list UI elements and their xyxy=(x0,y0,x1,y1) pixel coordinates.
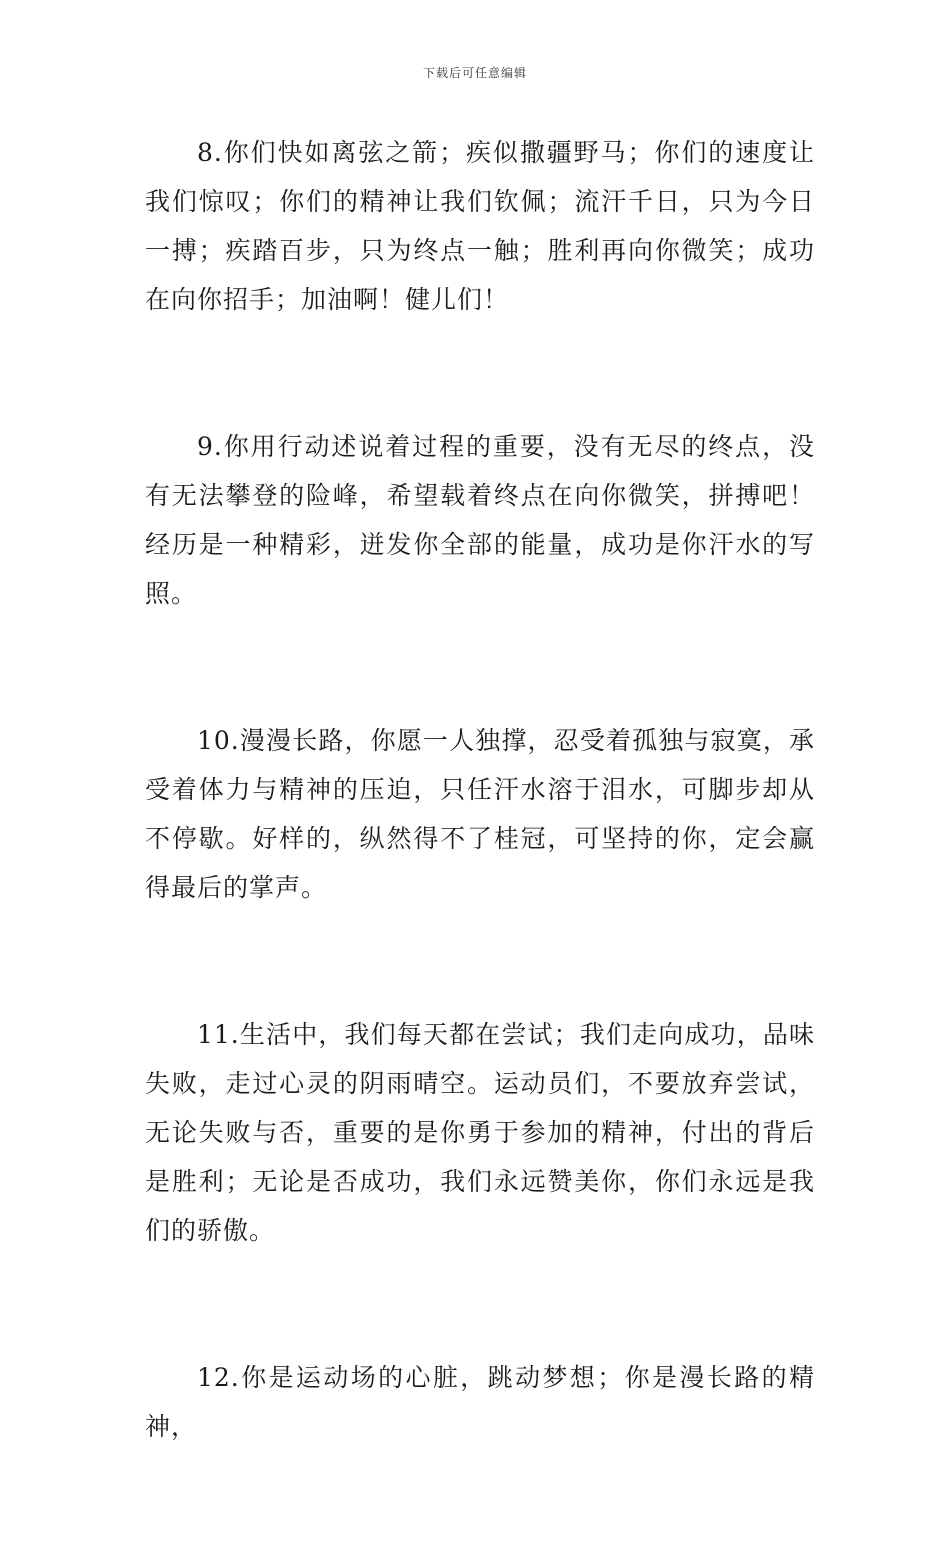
paragraph-11: 11.生活中，我们每天都在尝试；我们走向成功，品味失败，走过心灵的阴雨晴空。运动员们，不要放弃尝试，无论失败与否，重要的是你勇于参加的精神，付出的背后是胜利；无论是否成功，我们永远赞美你，你们永远是我们的骄傲。 xyxy=(145,1020,815,1245)
paragraph-9: 9.你用行动述说着过程的重要，没有无尽的终点，没有无法攀登的险峰，希望载着终点在向你微笑，拼搏吧！经历是一种精彩，迸发你全部的能量，成功是你汗水的写照。 xyxy=(145,432,815,608)
document-body xyxy=(145,128,815,1549)
paragraph-10: 10.漫漫长路，你愿一人独撑，忍受着孤独与寂寞，承受着体力与精神的压迫，只任汗水溶于泪水，可脚步却从不停歇。好样的，纵然得不了桂冠，可坚持的你，定会赢得最后的掌声。 xyxy=(145,726,815,902)
header-note: 下载后可任意编辑 xyxy=(422,66,527,80)
paragraph-8: 8.你们快如离弦之箭；疾似撒疆野马；你们的速度让我们惊叹；你们的精神让我们钦佩；流汗千日，只为今日一搏；疾踏百步，只为终点一触；胜利再向你微笑；成功在向你招手；加油啊！健儿们！ xyxy=(145,138,815,314)
paragraph-12: 12.你是运动场的心脏，跳动梦想；你是漫长路的精神， xyxy=(145,1363,815,1441)
